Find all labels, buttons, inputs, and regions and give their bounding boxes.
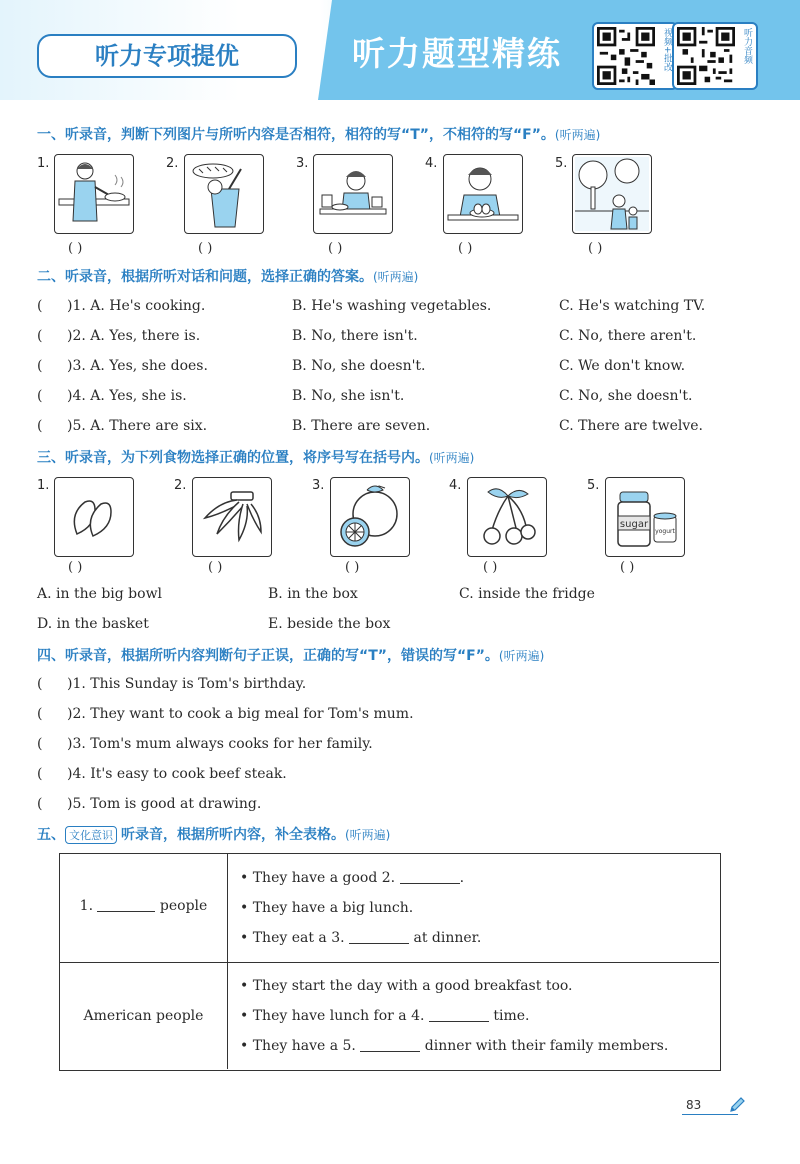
- answer-paren[interactable]: (: [37, 706, 43, 722]
- answer-paren[interactable]: (: [37, 388, 43, 404]
- s2-question-row: [37, 388, 693, 404]
- picture-man-with-eggs: [443, 154, 523, 234]
- row2-line: [240, 1038, 668, 1054]
- row1-line: [240, 900, 413, 916]
- section-4-heading: [37, 645, 544, 665]
- page-title: 听力题型精练: [352, 34, 562, 73]
- qr-code-audio[interactable]: [672, 22, 758, 90]
- question-option-c: C. There are twelve.: [559, 418, 703, 434]
- row2-line-text: • They have a 5.: [240, 1038, 356, 1054]
- s4-statement-row: [37, 796, 262, 812]
- culture-tag: 文化意识: [65, 826, 117, 844]
- s4-statement-row: [37, 736, 373, 752]
- question-option-c: C. No, she doesn't.: [559, 388, 693, 404]
- statement-text: )1. This Sunday is Tom's birthday.: [67, 676, 307, 692]
- blank-4[interactable]: [429, 1020, 489, 1022]
- section-3-heading-text: 三、听录音，为下列食物选择正确的位置，将序号写在括号内。: [37, 450, 429, 466]
- picture-bananas: [192, 477, 272, 557]
- answer-paren[interactable]: (: [37, 328, 43, 344]
- s1-item-number: 4.: [425, 156, 438, 171]
- s4-statement-row: [37, 676, 307, 692]
- row2-label: American people: [83, 1008, 204, 1024]
- picture-bread-and-juice: [184, 154, 264, 234]
- row2-line-text: • They have lunch for a 4.: [240, 1008, 425, 1024]
- question-option-b: B. No, there isn't.: [292, 328, 418, 344]
- s3-answer-paren[interactable]: ( ): [345, 560, 360, 575]
- row1-line-post: .: [459, 870, 465, 886]
- s3-option: D. in the basket: [37, 616, 149, 632]
- question-option-a: )3. A. Yes, she does.: [67, 358, 208, 374]
- row1-label-word: people: [159, 898, 208, 914]
- row1-line: [240, 930, 481, 946]
- question-option-b: B. No, she doesn't.: [292, 358, 426, 374]
- s3-item-number: 2.: [174, 478, 187, 493]
- answer-paren[interactable]: (: [37, 766, 43, 782]
- section-2-note: (听两遍): [373, 270, 419, 284]
- section-5-heading: [37, 824, 390, 844]
- row1-line: [240, 870, 464, 886]
- answer-paren[interactable]: (: [37, 796, 43, 812]
- section-2-heading: [37, 266, 418, 286]
- cherry-icon: [468, 478, 546, 556]
- row1-line-text: • They have a good 2.: [240, 870, 396, 886]
- s3-item-number: 1.: [37, 478, 50, 493]
- banana-icon: [193, 478, 271, 556]
- question-option-c: C. He's watching TV.: [559, 298, 706, 314]
- s2-question-row: [37, 298, 706, 314]
- section-1-heading: [37, 124, 600, 144]
- s1-answer-paren[interactable]: ( ): [328, 241, 343, 256]
- section-1-heading-text: 一、听录音，判断下列图片与所听内容是否相符，相符的写“T”，不相符的写“F”。: [37, 127, 555, 143]
- blank-3[interactable]: [349, 942, 409, 944]
- s1-answer-paren[interactable]: ( ): [458, 241, 473, 256]
- s1-answer-paren[interactable]: ( ): [588, 241, 603, 256]
- question-option-b: B. No, she isn't.: [292, 388, 405, 404]
- qr-code-icon: [597, 27, 655, 85]
- s3-option: C. inside the fridge: [459, 586, 595, 602]
- s3-option: B. in the box: [268, 586, 358, 602]
- row1-label: [60, 898, 227, 914]
- answer-paren[interactable]: (: [37, 298, 43, 314]
- man-cooking-illustration: [55, 155, 133, 233]
- s3-option: E. beside the box: [268, 616, 391, 632]
- row2-line-text: • They start the day with a good breakfast too.: [240, 978, 573, 994]
- bread-juice-illustration: [185, 155, 263, 233]
- man-eggs-illustration: [444, 155, 522, 233]
- answer-paren[interactable]: (: [37, 358, 43, 374]
- section-2-heading-text: 二、听录音，根据所听对话和问题，选择正确的答案。: [37, 269, 373, 285]
- sugar-label: sugar: [619, 519, 649, 530]
- row1-line-text: • They eat a 3.: [240, 930, 345, 946]
- picture-oranges: [330, 477, 410, 557]
- blank-2[interactable]: [400, 882, 460, 884]
- pencil-icon: [728, 1096, 746, 1114]
- answer-paren[interactable]: (: [37, 676, 43, 692]
- section-4-heading-text: 四、听录音，根据所听内容判断句子正误，正确的写“T”，错误的写“F”。: [37, 648, 499, 664]
- s1-item-number: 2.: [166, 156, 179, 171]
- s1-answer-paren[interactable]: ( ): [68, 241, 83, 256]
- row1-line-post: at dinner.: [413, 930, 482, 946]
- row1-blank[interactable]: [97, 910, 155, 912]
- girl-table-illustration: [314, 155, 392, 233]
- s3-item-number: 5.: [587, 478, 600, 493]
- picture-girl-at-table: [313, 154, 393, 234]
- row1-label-number: 1.: [79, 898, 94, 914]
- blank-5[interactable]: [360, 1050, 420, 1052]
- row2-line-post: dinner with their family members.: [424, 1038, 669, 1054]
- s3-item-number: 3.: [312, 478, 325, 493]
- statement-text: )5. Tom is good at drawing.: [67, 796, 262, 812]
- s1-answer-paren[interactable]: ( ): [198, 241, 213, 256]
- section-3-heading: [37, 447, 474, 467]
- statement-text: )2. They want to cook a big meal for Tom's mum.: [67, 706, 414, 722]
- answer-paren[interactable]: (: [37, 418, 43, 434]
- question-option-c: C. No, there aren't.: [559, 328, 697, 344]
- s4-statement-row: [37, 766, 287, 782]
- yogurt-label: yogurt: [655, 528, 675, 535]
- section-5-note: (听两遍): [345, 828, 391, 842]
- table-horizontal-divider: [60, 962, 719, 963]
- mango-icon: [55, 478, 133, 556]
- section-5-prefix: 五、: [37, 827, 65, 843]
- s1-item-number: 5.: [555, 156, 568, 171]
- picture-sugar-and-yogurt: [605, 477, 685, 557]
- row2-line: [240, 1008, 529, 1024]
- question-option-b: B. There are seven.: [292, 418, 431, 434]
- picture-man-cooking: [54, 154, 134, 234]
- park-scene-illustration: [573, 155, 651, 233]
- row2-line-post: time.: [493, 1008, 530, 1024]
- s3-item-number: 4.: [449, 478, 462, 493]
- question-option-a: )1. A. He's cooking.: [67, 298, 206, 314]
- s2-question-row: [37, 418, 703, 434]
- question-option-a: )2. A. Yes, there is.: [67, 328, 201, 344]
- header-badge: 听力专项提优: [37, 34, 297, 78]
- s3-answer-paren[interactable]: ( ): [68, 560, 83, 575]
- footer-rule: [682, 1114, 738, 1115]
- orange-icon: [331, 478, 409, 556]
- statement-text: )4. It's easy to cook beef steak.: [67, 766, 287, 782]
- section-3-note: (听两遍): [429, 451, 475, 465]
- section-4-note: (听两遍): [498, 649, 545, 663]
- s2-question-row: [37, 358, 686, 374]
- picture-park-scene: [572, 154, 652, 234]
- sugar-yogurt-icon: [606, 478, 684, 556]
- s3-answer-paren[interactable]: ( ): [208, 560, 223, 575]
- qr-code-video[interactable]: [592, 22, 678, 90]
- answer-paren[interactable]: (: [37, 736, 43, 752]
- question-option-b: B. He's washing vegetables.: [292, 298, 492, 314]
- picture-mangoes: [54, 477, 134, 557]
- s3-answer-paren[interactable]: ( ): [483, 560, 498, 575]
- s1-item-number: 1.: [37, 156, 50, 171]
- qr-code-icon: [677, 27, 735, 85]
- qr-code-video-label: 视频+批改: [662, 28, 672, 72]
- question-option-a: )5. A. There are six.: [67, 418, 208, 434]
- row1-line-text: • They have a big lunch.: [240, 900, 414, 916]
- page-number: 83: [686, 1098, 702, 1112]
- fill-in-table: [59, 853, 721, 1071]
- row2-line: [240, 978, 573, 994]
- question-option-c: C. We don't know.: [559, 358, 686, 374]
- statement-text: )3. Tom's mum always cooks for her family.: [67, 736, 373, 752]
- question-option-a: )4. A. Yes, she is.: [67, 388, 187, 404]
- s4-statement-row: [37, 706, 414, 722]
- section-5-heading-text: 听录音，根据所听内容，补全表格。: [121, 827, 345, 843]
- s3-answer-paren[interactable]: ( ): [620, 560, 635, 575]
- picture-cherries: [467, 477, 547, 557]
- section-1-note: (听两遍): [554, 128, 601, 142]
- s3-option: A. in the big bowl: [37, 586, 163, 602]
- qr-code-audio-label: 听力音频: [742, 28, 752, 64]
- s1-item-number: 3.: [296, 156, 309, 171]
- s2-question-row: [37, 328, 697, 344]
